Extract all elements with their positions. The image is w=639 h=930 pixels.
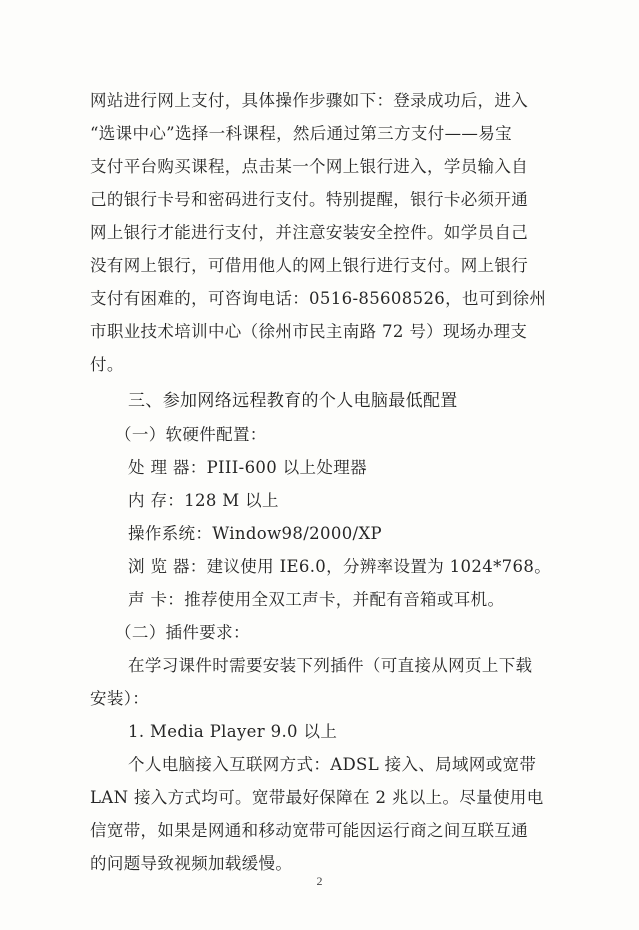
- paragraph-line: 支付平台购买课程，点击某一个网上银行进入，学员输入自: [90, 157, 529, 176]
- paragraph-line: 的问题导致视频加载缓慢。: [90, 854, 293, 873]
- spec-line: 处 理 器：PIII-600 以上处理器: [128, 458, 367, 477]
- spec-line: 操作系统：Window98/2000/XP: [128, 524, 382, 543]
- paragraph-line: 付。: [90, 355, 124, 374]
- paragraph-line: 在学习课件时需要安装下列插件（可直接从网页上下载: [128, 656, 533, 675]
- paragraph-line: 己的银行卡号和密码进行支付。特别提醒，银行卡必须开通: [90, 190, 529, 209]
- paragraph-line: LAN 接入方式均可。宽带最好保障在 2 兆以上。尽量使用电: [90, 788, 544, 807]
- paragraph-line: 市职业技术培训中心（徐州市民主南路 72 号）现场办理支: [90, 322, 528, 341]
- spec-line: 内 存：128 M 以上: [128, 491, 279, 510]
- paragraph-line: 信宽带，如果是网通和移动宽带可能因运行商之间互联互通: [90, 821, 529, 840]
- paragraph-line: 个人电脑接入互联网方式：ADSL 接入、局域网或宽带: [128, 755, 537, 774]
- page-number: 2: [316, 874, 323, 888]
- paragraph-line: 网上银行才能进行支付，并注意安装安全控件。如学员自己: [90, 223, 529, 242]
- list-item: 1. Media Player 9.0 以上: [128, 722, 338, 741]
- paragraph-line: 安装）：: [90, 689, 150, 708]
- section-heading: 三、参加网络远程教育的个人电脑最低配置: [128, 391, 458, 411]
- subsection-heading: （一）软硬件配置：: [115, 425, 267, 444]
- subsection-heading: （二）插件要求：: [115, 623, 250, 642]
- paragraph-line: “选课中心”选择一科课程，然后通过第三方支付——易宝: [90, 124, 512, 143]
- paragraph-line: 网站进行网上支付，具体操作步骤如下：登录成功后，进入: [90, 91, 529, 110]
- paragraph-line: 没有网上银行，可借用他人的网上银行进行支付。网上银行: [90, 256, 529, 275]
- spec-line: 浏 览 器：建议使用 IE6.0，分辨率设置为 1024*768。: [128, 557, 552, 576]
- paragraph-line: 支付有困难的，可咨询电话：0516-85608526，也可到徐州: [90, 289, 547, 308]
- spec-line: 声 卡：推荐使用全双工声卡，并配有音箱或耳机。: [128, 590, 505, 609]
